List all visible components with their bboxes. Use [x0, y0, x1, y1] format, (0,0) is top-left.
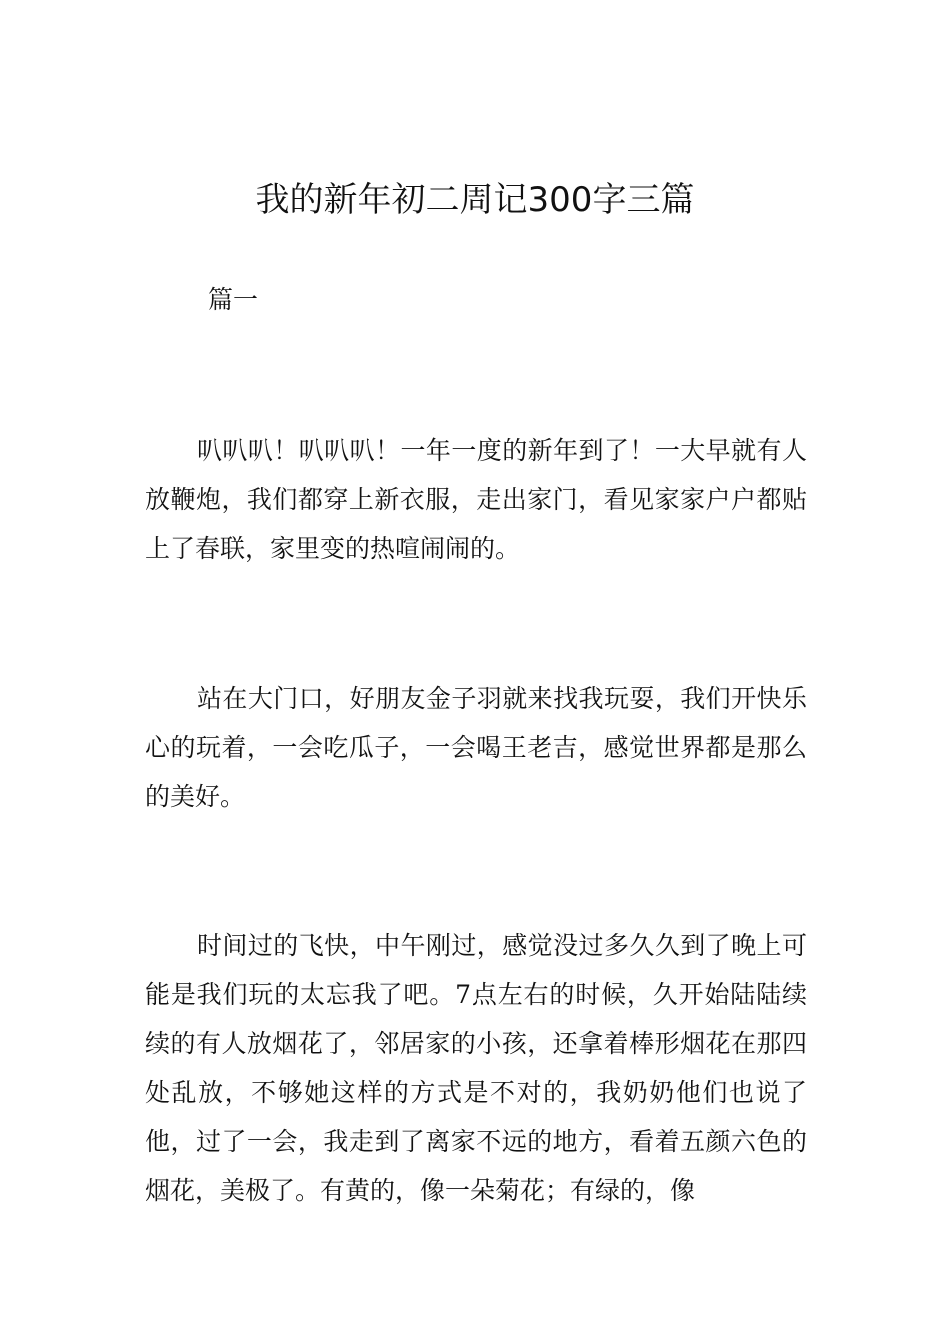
paragraph-3: 时间过的飞快，中午刚过，感觉没过多久久到了晚上可能是我们玩的太忘我了吧。7点左右的时候，久开始陆陆续续的有人放烟花了，邻居家的小孩，还拿着棒形烟花在那四处乱放，不够她这样的方式是不对的，我奶奶他们也说了他，过了一会，我走到了离家不远的地方，看着五颜六色的烟花，美极了。有黄的，像一朵菊花；有绿的，像	[145, 931, 807, 1205]
document-title: 我的新年初二周记300字三篇	[255, 180, 695, 220]
paragraph-1: 叭叭叭！叭叭叭！一年一度的新年到了！一大早就有人放鞭炮，我们都穿上新衣服，走出家门，看见家家户户都贴上了春联，家里变的热喧闹闹的。	[145, 436, 807, 563]
paragraph-2: 站在大门口，好朋友金子羽就来找我玩耍，我们开快乐心的玩着，一会吃瓜子，一会喝王老吉，感觉世界都是那么的美好。	[145, 684, 807, 811]
section-label: 篇一	[208, 285, 259, 314]
